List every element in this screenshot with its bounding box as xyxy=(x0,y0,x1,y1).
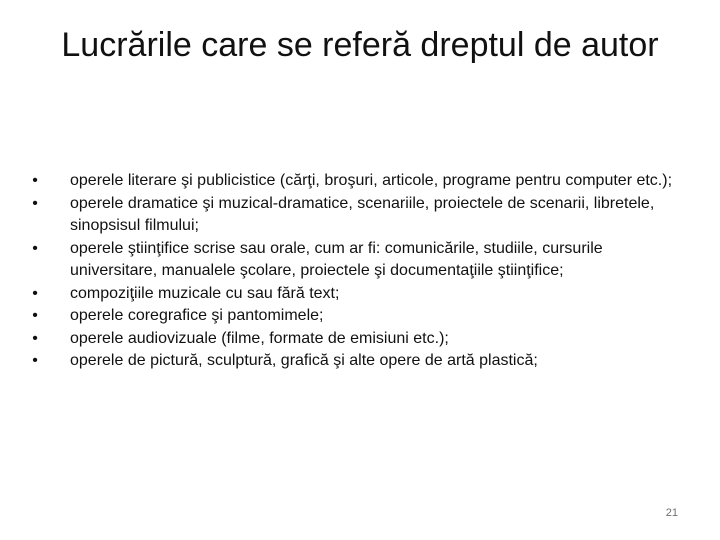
bullet-icon: • xyxy=(32,329,38,347)
bullet-item xyxy=(28,238,688,283)
bullet-list xyxy=(28,170,688,373)
bullet-text: compoziţiile muzicale cu sau fără text; xyxy=(70,284,340,302)
bullet-item xyxy=(28,170,688,193)
bullet-text: operele audiovizuale (filme, formate de emisiuni etc.); xyxy=(70,329,449,347)
bullet-icon: • xyxy=(32,239,38,257)
bullet-item xyxy=(28,193,688,238)
bullet-text: operele de pictură, sculptură, grafică şi alte opere de artă plastică; xyxy=(70,352,538,369)
bullet-text: operele coregrafice şi pantomimele; xyxy=(70,307,324,324)
bullet-text: operele literare şi publicistice (cărţi, broşuri, articole, programe pentru computer etc.); xyxy=(70,172,673,189)
bullet-item xyxy=(28,283,688,306)
bullet-icon: • xyxy=(32,284,38,302)
bullet-icon: • xyxy=(32,172,38,189)
page-number: 21 xyxy=(665,507,678,519)
slide-title: Lucrările care se referă dreptul de autor xyxy=(61,26,659,64)
bullet-icon: • xyxy=(32,307,38,324)
bullet-icon: • xyxy=(32,194,38,212)
bullet-text: operele dramatice şi muzical-dramatice, scenariile, proiectele de scenarii, libretele, sinopsisul filmului; xyxy=(70,194,655,234)
bullet-item xyxy=(28,305,688,328)
bullet-item xyxy=(28,328,688,351)
bullet-icon: • xyxy=(32,352,38,369)
bullet-text: operele ştiinţifice scrise sau orale, cum ar fi: comunicările, studiile, cursurile universitare, manualele şcolare, proiectele şi documentaţiile ştiinţifice; xyxy=(70,239,603,279)
bullet-item xyxy=(28,350,688,373)
